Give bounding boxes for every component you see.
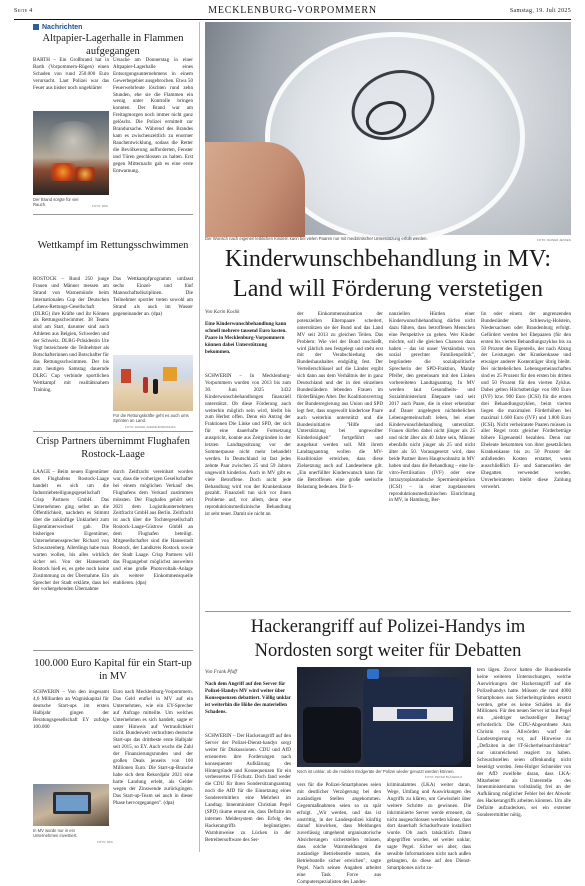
second-col1: SCHWERIN – Der Hackerangriff auf den Server der Polizei-Dienst-handys sorgt weiter für Diskussionen. CDU und AfD erneuerten ihre Forderungen nach konsequenter Aufklärung des Hintergründe und Konsequenzen für ein verbessertes IT-Schutz. Doch fand weder die CDU für ihren Sondersitzungsantrag noch die AfD für die Einsetzung eines Sonderermittlers eine Mehrheit im Landtag. Innenminister Christian Pegel (SPD) räume erneut ein, dass Defizite im internen Meldesystem den Erfolg des Hackerangriffs begünstigten. Warnhinweise zu Lücken in der Betreibersoftware des Ser-	[205, 733, 291, 843]
page-number: Seite 4	[14, 8, 33, 14]
police-phone-photo	[297, 667, 471, 767]
main-author: Von Karin Koslik	[205, 310, 240, 315]
main-col1: SCHWERIN – In Mecklenburg-Vorpommern wurden von 2013 bis zum 30. Juni 2025 3432 Kinderwunschbehandlungen finanziell unterstützt. Ob diese Förderung auch weiterhin möglich sein wird, bleibt bis zum Herbst offen. Denn ein Antrag der Fraktionen Die Linke und SPD, der sich für eine dauerhafte Fortsetzung ausspricht, konnte aus Zeitgründen in der letzten Landtagssitzung vor der Sommerpause nicht mehr behandelt werden. In Deutschland ist fast jedes zehnte Paar zwischen 25 und 59 Jahren ungewollt kinderlos. Auch in MV gibt es viele Betroffene. Doch nicht jede Behandlung wird von der Krankenkasse gezahlt. Finanziell tun sich vor ihnen Probleme auf, vor allem, denn eine reproduktionsmedizinische Behandlung ist sehr teuer. Damit sie nicht an	[205, 373, 291, 518]
news4-col2: Euro nach Mecklenburg-Vorpommern. Das Geld entfiel in MV auf ein Unternehmen, wie ein EY-Sprecher auf Anfrage mitteilte. Um welches Unternehmen es sich handelt, sagte er unter Hinweis auf Vertraulichkeit nicht. Bundesweit verbuchten deutsche Start-ups das drittbeste erste Halbjahr seit 2015, so EY. Auch wuchs die Zahl der Finanzierungsrunden und der großen Deals jenseits von 100 Millionen Euro. Die Start-up-Branche habe sich dem Rekordjahr 2021 eine harte Landung erlebt, als Gelder wegen der Zinswende zurückgingen. Das Start-up-Team sei auch in dieser Phase hervorgegangen". (dpa)	[113, 689, 193, 806]
news2-col1: ROSTOCK – Rund 250 junge Frauen und Männer messen am Strand von Warnemünde beim Internationalen Cup der Deutschen Lebens-Rettungs-Gesellschaft (DLRG) ihre Kräfte und ihr Können als Rettungsschwimmer. 38 Teams sind am Start, darunter sind auch Athleten aus Belgien, Schweden und der Schweiz. DLRG-Präsidentin Ute Vogt bezeichnete die Teilnehmer als Botschafterinnen und Botschafter für das Rettungsschwimmen. Der bis zum heutigen Samstag dauernde DLRG Cup verbinde sportlichen Wettkampf mit realitätsnahem Training.	[33, 276, 109, 393]
fire-photo-caption: Der Brand sorgte für viel Rauch.	[33, 197, 79, 208]
header-rule	[14, 19, 571, 20]
main-photo-caption: Der Wunsch nach eigenen leiblichen Kindern kann bei vielen Paaren nur mit medizinischer Unterstützung erfüllt werden.	[205, 236, 428, 241]
startup-photo-caption: In MV wurde nur in ein Unternehmen investiert.	[33, 828, 78, 839]
main-col3: nanziellen Hürden einer Kinderwunschbehandlung dürfen nicht dazu führen, dass betroffenen Menschen eine Perspektive zu geben. Wer Kinder möchte, soll die gleichen Chancen dazu haben – das ist unser Verständnis von sozial gerechter Familienpolitik", begründete die sozialpolitische Sprecherin der SPD-Fraktion, Mandy Pfeifer, den gemeinsam mit den Linken vorbereiteten Landtagsantrag. In MV werden laut Gesundheits- und Sozialministerium Ehepaare und seit 2017 auch Paare, die in einer erkennbar auf Dauer angelegten nichtehelichen Lebensgemeinschaft leben, bei einer Kinderwunschbehandlung unterstützt. Frauen dürfen dabei nicht jünger als 25 und nicht älter als 40 Jahre sein, Männer ebenfalls nicht jünger als 25 und nicht älter als 50. Vorausgesetzt wird, dass beide Partner ihren Hauptwohnsitz in MV haben und dass die Behandlung – eine In-vitro-Fertilisation (IVF) oder eine Intrazytoplasmatische Spermieninjektion (ICSI) – in einer zugelassenen reproduktionsmedizinischen Einrichtung in MV, in Hamburg, Ber-	[389, 311, 475, 504]
news-label	[33, 22, 82, 32]
second-col2: vers für die Polizei-Smartphones seien mit deutlicher Verzögerung bei den zuständigen Stellen angekommen. Gegenmaßnahmen seien so zu spät erfolgt. „Wir werden, und das ist unstrittig, in der Landespolizei künftig darauf hinwirken, dass Meldungen zuverlässig umgehend organisatorische Absicherungen sicherstellen müssen, dass solche Warnmeldungen die zuständige Betriebsstelle nutzen, die Betriebsstelle sicher erreichen", sagte Pegel. Nach seinen Angaben arbeitet eine Task Force aus Computerspezialisten des Landes-	[297, 782, 381, 885]
second-headline-line2: Nordosten sorgt weiter für Debatten	[254, 641, 522, 661]
news4-headline: 100.000 Euro Kapital für ein Start-up in MV	[34, 658, 192, 682]
news1-col1: BARTH – Ein Großbrand hat in Barth (Vorpommern-Rügen) einen Schaden von rund 250.000 Euro verursacht. Laut Polizei war das Feuer aus bisher noch ungeklärter	[33, 57, 109, 91]
news1-headline: Altpapier-Lagerhalle in Flammen aufgegangen	[42, 33, 184, 57]
second-col4: tern lägen. Zuvor hatten die Bundesstelle keine weiteren Untersuchungen, welche Auswirkungen der Hackerangriff auf die Polizeihandys hatte. Müssen die rund 4000 Smartphones aus Sicherheitsgründen ersetzt werden, gebe es keine Schäden in die Millionen. Für den neuen Server ist laut Pegel ein „niedriger sechsstelliger Betrag" erforderlich. Die CDU-Abgeordnete Ann Christin von Allwörden warf der Landesregierung vor, auf Hinweise zu „Defiziten in der IT-Sicherheitsarchitektur" nur unzureichend reagiert zu haben. Schwachstellen seien offenkundig nicht beseitigt worden. Jens-Holger Schneider von der AfD zweifelte daran, dass LKA-Mitarbeiter als Unterstelle des Innenministeriums vollständig frei an der Aufklärung möglicher Fehler bei der Abwehr des Hackerangriffs arbeiten könnten. Um alle Defizite aufzudecken, sei ein externer Sonderermittler nötig.	[477, 667, 571, 819]
fire-photo	[33, 111, 109, 195]
square-icon	[33, 24, 39, 30]
main-col2: der Einkommenssituation der potenziellen Elternpaare scheitert, unterstützen sie der Bund und das Land MV seit 2013 zu gleichen Teilen. Das Problem: Wie viel der Bund zuschießt, wird jährlich neu festgelegt und steht erst mit der Verabschiedung des Bundeshaushaltes endgültig fest. Der Verteilerschlüssel auf die Länder ergibt sich dann aus dem Verhältnis der in ganz Deutschland und der in den einzelnen Bundesländern lebenden Frauen im förderfähigen Alter. Der Koalitionsvertrag der Bundesregierung aus Union und SPD legt fest, dass ungewollt kinderlose Paare auch weiterhin unterstützt und die Bundesinitiative "Hilfe und Unterstützung bei ungewollter Kinderlosigkeit" fortgeführt und ausgebaut werden soll. Mit ihrem Landtagsantrag wollen die MV-Koalitionäre erreichen, dass diese Zielsetzung auch auf Landesebene gilt. „Ein unerfüllter Kinderwunsch kann für die Betroffenen eine große seelische Belastung bedeuten. Die fi-	[297, 311, 383, 490]
news3-col1: LAAGE – Beim neuen Eigentümer des Flughafens Rostock-Laage handelt es sich um die Industriebeteiligungsgesellschaft Crisp Partners GmbH. Das Unternehmen ging selbst an die Öffentlichkeit, nachdem es Stimmt über die zukünftige Unklarheit zum Eigentümerwechsel gab. Die bisherigen Eigentümer, Unternehmenssprecher Richard von Schwarzenberg. Allerdings habe man warten wollen, bis alles wirklich sicher sei. Von der Hansestadt Rostock hieß es, es gebe noch keine Zustimmung zu der Übernahme. Ein Sprecher der Stadt erklärte, dass bei der vorhergehenden Übernahme	[33, 469, 110, 593]
beach-photo	[113, 355, 193, 411]
news2-col2: Das Wettkampfprogramm umfasst sechs Einzel- und fünf Mannschaftsdisziplinen. Die Teilnehmer sportler treten sowohl am Strand als auch im Wasser gegeneinander an. (dpa)	[113, 276, 193, 317]
main-headline-line2: Land will Förderung verstetigen	[233, 276, 543, 302]
main-photo-credit: FOTO: RAINER JENSEN	[537, 238, 571, 242]
beach-photo-caption: Für die Rettungskräfte geht es auch ums Sprinten an Land.	[113, 413, 189, 424]
beach-photo-credit: FOTO: DANIEL ANDRÉ BORG/DLRG	[125, 425, 176, 429]
news3-headline: Crisp Partners übernimmt Flughafen Rostock-Laage	[36, 436, 190, 460]
news3-col2: durch Zeitfracht vereinbart worden war, dass die vorherigen Gesellschafter bei einem möglichen Verkauf des Flughafens dem Verkauf zustimmen müssten. Der Flughafen gehört seit 2021 dem Logistikunternehmen Zeitfracht GmbH aus Berlin. Zeitfracht ist auch über die Tochtergesellschaft Rostock-Laage-Güstrow GmbH an dem Flughafen beteiligt. Mitgesellschafter sind die Hansestadt Rostock, der Landkreis Rostock sowie der Stadt Laage. Crisp Partners will das Flugangebot möglichst ausweiten und eine große Photovoltaik-Anlage als weitere Einkommensquelle etablieren. (dpa)	[113, 469, 193, 586]
second-lead: Nach dem Angriff auf den Server für Polizei-Handys MV wird weiter über Konsequenzen debattiert. Völlig unklar ist weiterhin die Höhe des materiellen Schadens.	[205, 681, 291, 715]
issue-date: Samstag, 19. Juli 2025	[509, 8, 571, 14]
second-headline-line1: Hackerangriff auf Polizei-Handys im	[250, 617, 526, 637]
news1-col2: Ursache am Donnerstag in einer Altpapier-Lagerhalle eines Entsorgungsunternehmens in einem Gewerbegebiet ausgebrochen. Etwa 50 Feuerwehrleute löschten rund zehn Stunden, ehe sie die Flammen ein wenig unter Kontrolle bringen konnten. Der Brand war am Freitagmorgen noch immer nicht ganz gelöscht. Die Polizei ermittelt zur Brandursache. Während des Brandes kam es zwischenzeitlich zu enormer Rauchentwicklung, sodass die Retter die Bevölkerung aufforderten, Fenster und Türen geschlossen zu halten. Erst gegen Mitternacht gab es eine erste Entwarnung.	[113, 57, 193, 174]
news4-col1: SCHWERIN – Von den insgesamt 4,6 Milliarden an Wagniskapital für deutsche Start-ups im ersten Halbjahr gingen der Beratungsgesellschaft EY zufolge 100.000	[33, 689, 109, 730]
second-author: Von Frank Pfaff	[205, 670, 237, 675]
main-lead: Eine Kinderwunschbehandlung kann schnell mehrere tausend Euro kosten. Paare in Mecklenburg-Vorpommern können dabei Unterstützung bekommen.	[205, 321, 287, 355]
main-headline-line1: Kinderwunschbehandlung in MV:	[224, 246, 552, 272]
startup-photo-credit: FOTO: DPA	[97, 840, 113, 844]
section-title: MECKLENBURG-VORPOMMERN	[208, 5, 377, 16]
news-label-text: Nachrichten	[42, 23, 83, 31]
sidebar-rule	[199, 22, 200, 852]
main-col4: lin oder einem der angrenzenden Bundesländer Schleswig-Holstein, Niedersachsen oder Brandenburg erfolgt. Gefördert werden bei Ehepaaren (für den ersten bis vierten Behandlungszyklus bis zu 50 Prozent des Eigenteils, der nach Abzug der Leistungen der Krankenkasse und etwaiger anderer Kostenträger übrig bleibt. Bei nichtehelichen Lebensgemeinschaften sind es 25 Prozent für den ersten bis dritten und 50 Prozent für den vierten Zyklus. Dabei gelten Höchstbeträge von 800 Euro (IVF) bzw. 900 Euro (ICSI) für die ersten drei Behandlungszyklen, beim vierten liegen die maximalen Förderhöhen bei maximal 1.600 Euro (IVF) und 1.800 Euro (ICSI). Nicht verheiratete Paaren müssen in aller Regel trotz gleicher Förderbeträge höhere Eigenanteil bezahlen. Denn nur Eheleute bekommen von ihrer gesetzlichen Krankenkasse bis zu 50 Prozent der anfallenden Kosten erstattet, wenn ausschließlich Ei- und Samenzellen der Ehegatten verwendet werden. Unverheirateten bleibt diese Zahlung verwehrt.	[481, 311, 571, 490]
police-photo-caption: Noch ist unklar, ob die mobilen Endgeräte der Polizei wieder genutzt werden können.	[297, 769, 455, 774]
fire-photo-credit: FOTO: DPA	[92, 204, 108, 208]
news-divider-1	[33, 214, 193, 215]
news2-headline: Wettkampf im Rettungsschwimmen	[37, 240, 189, 251]
petri-dish-photo	[205, 22, 571, 235]
second-col3: kriminalamtes (LKA) weiter daran, Wege, Umfang und Auswirkungen des Angriffs zu klären, um Gewissheit über weitere Schritte zu gewinnen. Die inkriminierte Server werde erneuert, da nicht ausgeschlossen werden könne, dass dort dauerhaft Schadsoftware installiert wurde. Ob auch tatsächlich Daten abgegriffen wurden, sei weiter unklar, sagte Pegel. Sicher sei aber, dass sensible Informationen nicht nach außen gelangten, da diese auf den Dienst-Smartphones nicht zu-	[387, 782, 471, 871]
police-photo-credit: FOTO: PETER BLÄSER/LZ	[425, 775, 462, 779]
main-divider	[205, 611, 571, 612]
news-divider-3	[33, 650, 193, 651]
startup-photo	[33, 784, 109, 826]
news-divider-2	[33, 431, 193, 432]
